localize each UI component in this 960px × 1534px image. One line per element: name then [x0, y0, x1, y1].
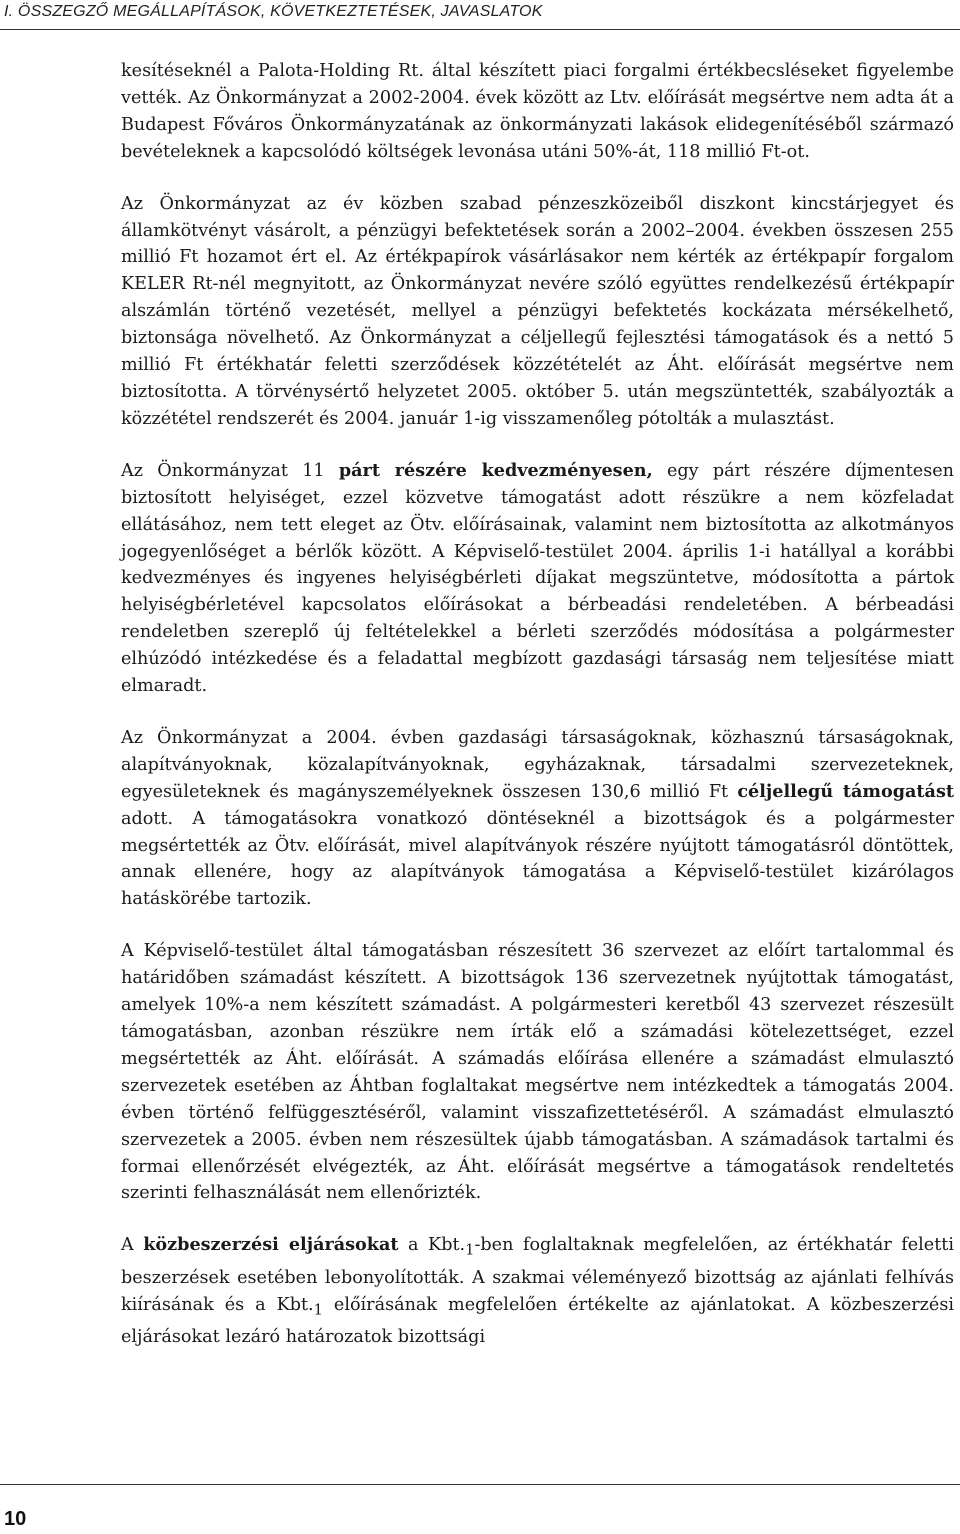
paragraph-3 — [121, 458, 954, 700]
bold-phrase: céljellegű támogatást — [737, 780, 954, 802]
header-rule — [0, 29, 960, 30]
paragraph-text: A Képviselő-testület által támogatásban részesített 36 szervezet az előírt tartalommal és határidőben számadást készített. A bizottságok 136 szervezetnek nyújtottak támogatást, amelyek 10%-a nem készített számadást. A polgármesteri keretből 43 szervezet részesült támogatásban, azonban részükre nem írták elő a számadási kötelezettséget, ezzel megsértették az Áht. előírását. A számadás előírása ellenére a számadást elmulasztó szervezetek esetében az Áhtban foglaltakat megsértve nem intézkedtek a támogatás 2004. évben történő felfüggesztéséről, valamint visszafizettetéséről. A számadást elmulasztó szervezetek a 2005. évben nem részesültek újabb támogatásban. A számadások tartalmi és formai ellenőrzését elvégezték, az Áht. előírását megsértve a támogatások rendeltetés szerinti felhasználását nem ellenőrizték. — [121, 941, 954, 1204]
footer-rule — [0, 1484, 960, 1485]
paragraph-text-after: adott. A támogatásokra vonatkozó döntéseknél a bizottságok és a polgármester megsértették az Ötv. előírását, mivel alapítványok részére nyújtott támogatásról döntöttek, annak ellenére, hogy az alapítványok támogatása a Képviselő-testület kizárólagos hatáskörébe tartozik. — [121, 808, 954, 910]
page-header — [0, 0, 960, 34]
paragraph-5 — [121, 938, 954, 1207]
paragraph-text-mid: a Kbt. — [398, 1235, 466, 1256]
paragraph-text-mid: -ben foglaltaknak megfelelően, az értékhatár feletti beszerzések esetében lebonyolították. A szakmai véleményező bizottság az ajánlati felhívás kiírásának és a Kbt. — [121, 1235, 954, 1315]
paragraph-2 — [121, 191, 954, 433]
paragraph-text: kesítéseknél a Palota-Holding Rt. által készített piaci forgalmi értékbecsléseket figyelembe vették. Az Önkormányzat a 2002-2004. évek között az Ltv. előírását megsértve nem adta át a Budapest Főváros Önkormányzatának az önkormányzati lakások elidegenítéséből származó bevételeknek a kapcsolódó költségek levonása utáni 50%-át, 118 millió Ft-ot. — [121, 61, 954, 162]
paragraph-text-before: Az Önkormányzat 11 — [121, 460, 339, 481]
paragraph-6 — [121, 1232, 954, 1351]
page-number: 10 — [4, 1508, 27, 1530]
header-title: I. ÖSSZEGZŐ MEGÁLLAPÍTÁSOK, KÖVETKEZTETÉSEK, JAVASLATOK — [4, 3, 543, 20]
paragraph-text: Az Önkormányzat az év közben szabad pénzeszközeiből diszkont kincstárjegyet és államkötvényt vásárolt, a pénzügyi befektetések során a 2002–2004. években összesen 255 millió Ft hozamot ért el. Az értékpapírok vásárlásakor nem kérték az értékpapír forgalom KELER Rt-nél megnyitott, az Önkormányzat nevére szóló együttes rendelkezésű értékpapír alszámlán történő vezetését, mellyel a pénzügyi befektetés kockázata mérsékelhető, biztonsága növelhető. Az Önkormányzat a céljellegű fejlesztési támogatások és a nettó 5 millió Ft értékhatár feletti szerződések közzétételét az Áht. előírását megsértve nem biztosította. A törvénysértő helyzetet 2005. október 5. után megszüntették, szabályozták a közzététel rendszerét és 2004. január 1-ig visszamenőleg pótolták a mulasztást. — [121, 193, 954, 429]
paragraph-4 — [121, 725, 954, 913]
bold-phrase: párt részére kedvezményesen, — [338, 459, 653, 481]
bold-phrase: közbeszerzési eljárásokat — [143, 1234, 399, 1256]
subscript: 1 — [465, 1241, 475, 1259]
paragraph-text-before: A — [121, 1235, 144, 1256]
subscript: 1 — [313, 1301, 323, 1319]
paragraph-1 — [121, 58, 954, 166]
paragraph-text-after: egy párt részére díjmentesen biztosított helyiséget, ezzel közvetve támogatást adott részükre a nem közfeladat ellátásához, nem tett eleget az Ötv. előírásainak, valamint nem biztosította az alkotmányos jogegyenlőséget a bérlők között. A Képviselő-testület 2004. április 1-i hatállyal a korábbi kedvezményes és ingyenes helyiségbérleti díjakat megszüntetve, módosította a pártok helyiségbérletével kapcsolatos előírásokat a bérbeadási rendeletében. A bérbeadási rendeletben szereplő új feltételekkel a bérleti szerződés módosítása a polgármester elhúzódó intézkedése és a feladattal megbízott gazdasági társaság nem teljesítése miatt elmaradt. — [121, 460, 954, 697]
paragraph-text-before: Az Önkormányzat a 2004. évben gazdasági társaságoknak, közhasznú társaságoknak, alapítványoknak, közalapítványoknak, egyházaknak, társadalmi szervezeteknek, egyesületeknek és magányszemélyeknek összesen 130,6 millió Ft — [121, 727, 954, 802]
paragraph-text-after: előírásának megfelelően értékelte az ajánlatokat. A közbeszerzési eljárásokat lezáró határozatok bizottsági — [121, 1294, 954, 1348]
document-body — [121, 58, 954, 1376]
